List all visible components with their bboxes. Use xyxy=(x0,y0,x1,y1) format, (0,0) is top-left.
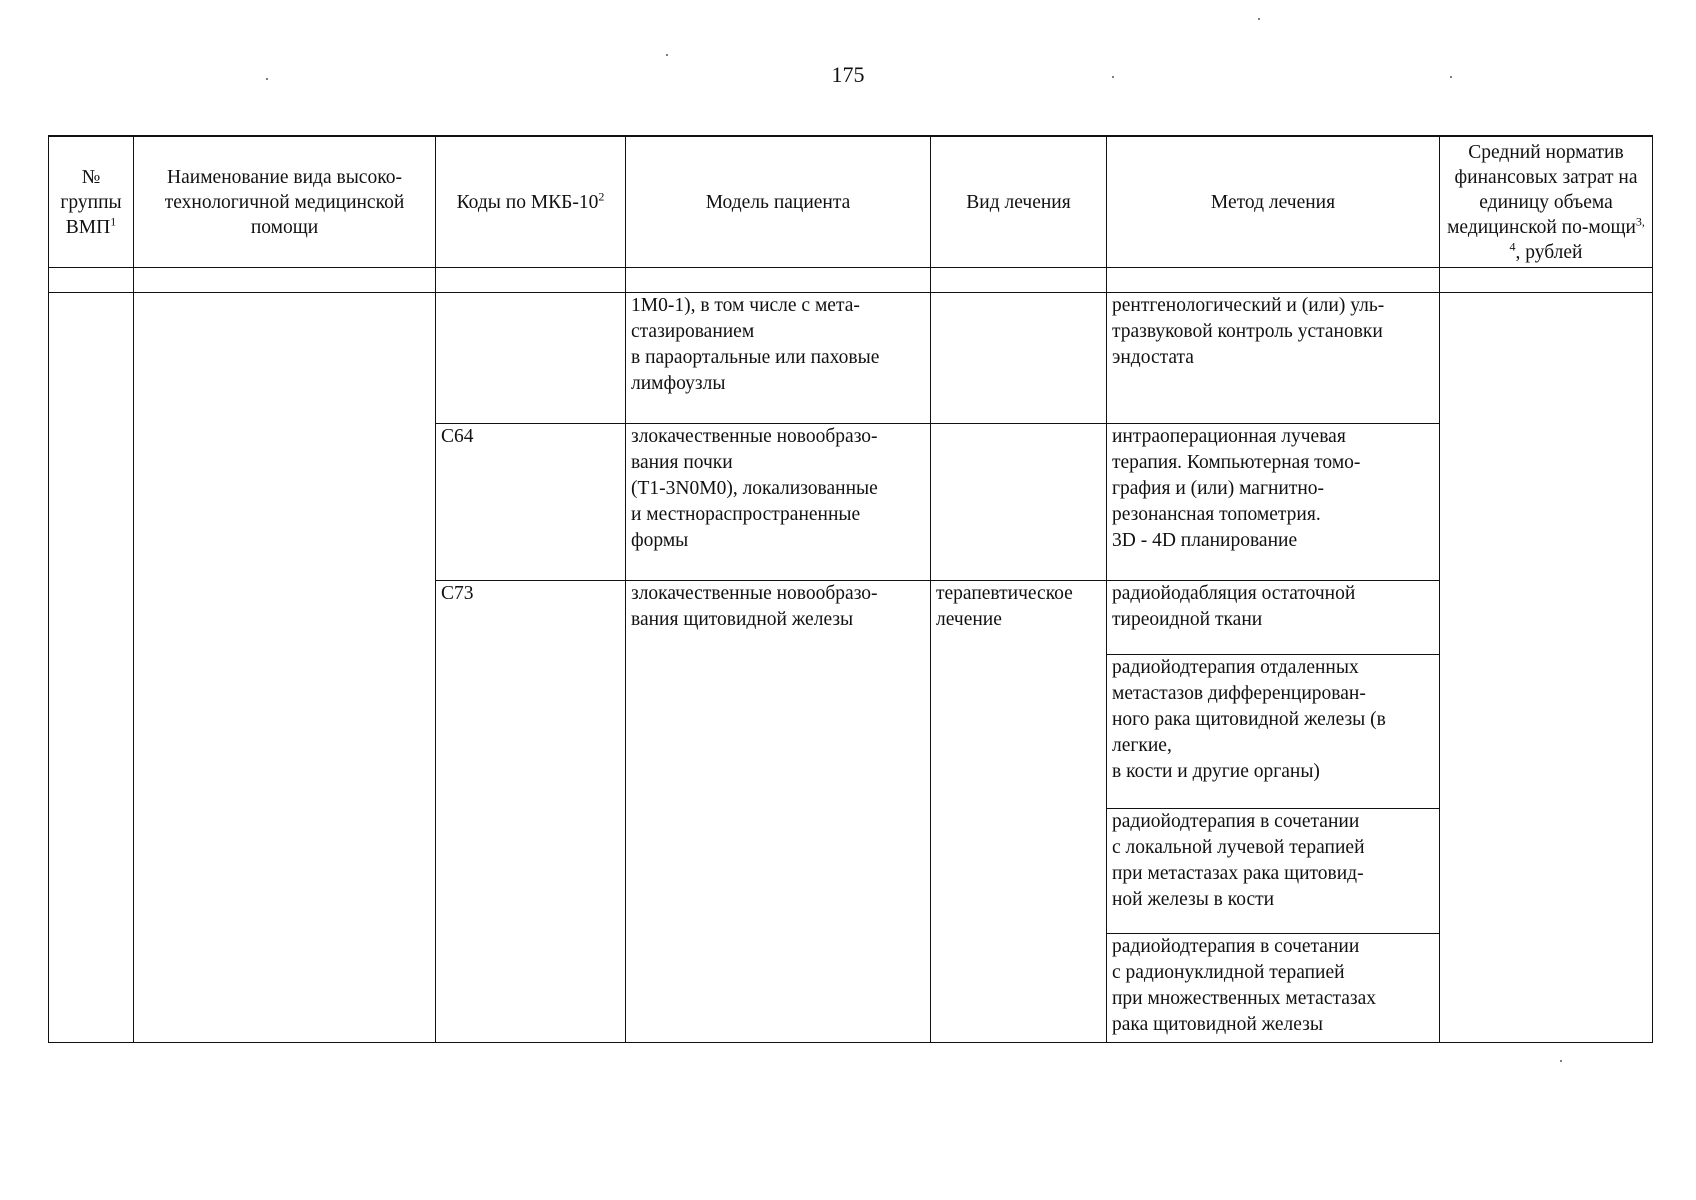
icd-code-cell xyxy=(436,293,626,424)
treatment-method-cell: радиойодабляция остаточной тиреоидной ткани xyxy=(1107,581,1440,655)
treatment-method-cell: радиойодтерапия в сочетании с радионуклидной терапией при множественных метастазах рака щитовидной железы xyxy=(1107,934,1440,1043)
care-type-name-cell xyxy=(134,293,436,1043)
icd-code-cell: C64 xyxy=(436,424,626,581)
treatment-method-cell: интраоперационная лучевая терапия. Компьютерная томо- графия и (или) магнитно- резонансная топометрия. 3D - 4D планирование xyxy=(1107,424,1440,581)
page-number: 175 xyxy=(831,62,865,87)
header-treatment-type: Вид лечения xyxy=(931,136,1107,268)
treatment-method-cell: радиойодтерапия отдаленных метастазов дифференцирован- ного рака щитовидной железы (в легкие, в кости и другие органы) xyxy=(1107,655,1440,809)
patient-model-cell: злокачественные новообразо- вания почки (T1-3N0M0), локализованные и местнораспространенные формы xyxy=(626,424,931,581)
treatment-type-cell: терапевтическое лечение xyxy=(931,581,1107,1043)
icd-code-cell: C73 xyxy=(436,581,626,1043)
header-group-number: № группы ВМП$^1$ xyxy=(49,136,134,268)
header-treatment-method: Метод лечения xyxy=(1107,136,1440,268)
patient-model-cell: 1M0-1), в том числе с мета- стазированием в параортальные или паховые лимфоузлы xyxy=(626,293,931,424)
vmp-table xyxy=(48,135,1653,1043)
header-average-cost: Средний норматив финансовых затрат на единицу объема медицинской по-мощи$^{3, 4}$, рублей xyxy=(1440,136,1653,268)
header-care-type-name: Наименование вида высоко-технологичной медицинской помощи xyxy=(134,136,436,268)
group-number-cell xyxy=(49,293,134,1043)
header-row xyxy=(49,136,1653,268)
header-patient-model: Модель пациента xyxy=(626,136,931,268)
treatment-type-cell xyxy=(931,293,1107,424)
scan-speck xyxy=(1450,76,1452,78)
scan-speck xyxy=(666,54,668,56)
scan-speck xyxy=(1112,76,1114,78)
scan-speck xyxy=(1560,1060,1562,1062)
scan-speck xyxy=(266,78,268,80)
header-icd-codes: Коды по МКБ-$10^2$ xyxy=(436,136,626,268)
treatment-method-cell: радиойодтерапия в сочетании с локальной лучевой терапией при метастазах рака щитовид- ной железы в кости xyxy=(1107,809,1440,934)
average-cost-cell xyxy=(1440,293,1653,1043)
treatment-type-cell xyxy=(931,424,1107,581)
table-row xyxy=(49,293,1653,424)
scan-speck xyxy=(1258,18,1260,20)
spacer-row xyxy=(49,268,1653,293)
treatment-method-cell: рентгенологический и (или) уль- тразвуковой контроль установки эндостата xyxy=(1107,293,1440,424)
patient-model-cell: злокачественные новообразо- вания щитовидной железы xyxy=(626,581,931,1043)
